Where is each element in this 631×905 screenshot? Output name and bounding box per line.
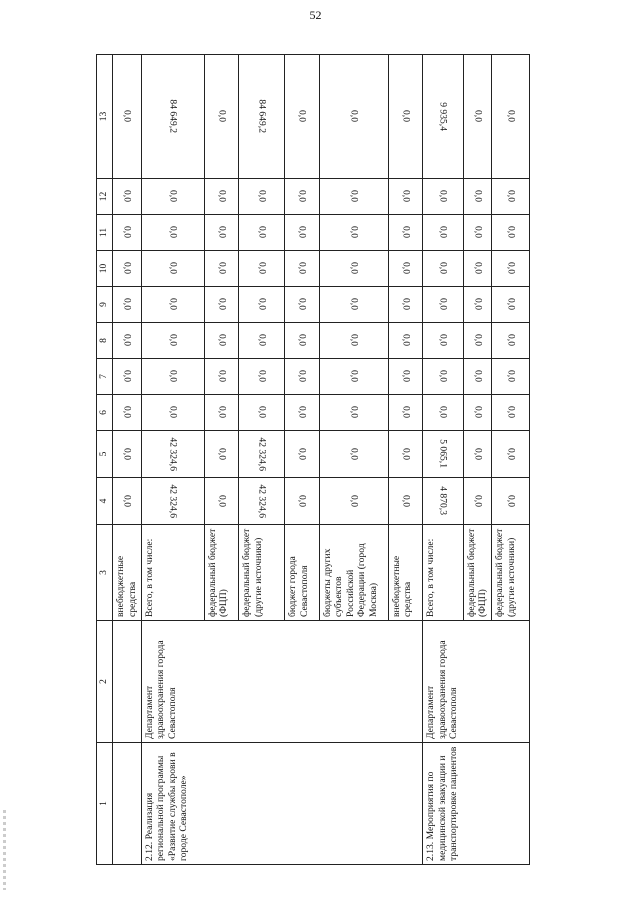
value-cell: 0,0	[204, 323, 239, 359]
executor-cell-empty	[113, 621, 141, 743]
value-cell: 0,0	[319, 55, 388, 179]
table-row	[423, 55, 464, 865]
funding-source: федеральный бюджет (другие источники)	[492, 525, 530, 621]
value-cell: 0,0	[204, 359, 239, 395]
value-cell: 0,0	[204, 179, 239, 215]
value-cell: 42 324,6	[239, 478, 285, 525]
value-cell: 0,0	[423, 287, 464, 323]
value-cell: 0,0	[239, 179, 285, 215]
measure-title: 2.12. Реализация региональной программы «Развитие службы крови в городе Севастополе»	[141, 743, 422, 865]
value-cell: 0,0	[141, 215, 204, 251]
value-cell: 0,0	[285, 395, 320, 431]
value-cell: 0,0	[492, 287, 530, 323]
col-header: 2	[97, 621, 113, 743]
value-cell: 0,0	[463, 287, 491, 323]
value-cell: 0,0	[204, 55, 239, 179]
col-header: 12	[97, 179, 113, 215]
value-cell: 0,0	[463, 251, 491, 287]
value-cell: 0,0	[113, 395, 141, 431]
value-cell: 0,0	[113, 359, 141, 395]
col-header: 13	[97, 55, 113, 179]
value-cell: 0,0	[113, 179, 141, 215]
value-cell: 0,0	[285, 359, 320, 395]
funding-source: бюджеты других субъектов Российской Федерации (город Москва)	[319, 525, 388, 621]
value-cell: 0,0	[319, 323, 388, 359]
funding-source: федеральный бюджет (ФЦП)	[463, 525, 491, 621]
col-header: 1	[97, 743, 113, 865]
value-cell: 0,0	[141, 395, 204, 431]
value-cell: 0,0	[492, 251, 530, 287]
value-cell: 0,0	[113, 251, 141, 287]
value-cell: 0,0	[423, 359, 464, 395]
value-cell: 0,0	[113, 478, 141, 525]
value-cell: 0,0	[141, 251, 204, 287]
value-cell: 0,0	[319, 431, 388, 478]
value-cell: 0,0	[388, 55, 423, 179]
value-cell: 0,0	[285, 323, 320, 359]
scan-edge-mark	[3, 810, 6, 890]
col-header: 4	[97, 478, 113, 525]
value-cell: 0,0	[388, 215, 423, 251]
value-cell: 0,0	[388, 323, 423, 359]
value-cell: 0,0	[492, 431, 530, 478]
col-header: 5	[97, 431, 113, 478]
value-cell: 0,0	[492, 395, 530, 431]
value-cell: 9 935,4	[423, 55, 464, 179]
value-cell: 0,0	[388, 179, 423, 215]
value-cell: 0,0	[319, 395, 388, 431]
table-row	[141, 55, 204, 865]
value-cell: 0,0	[204, 287, 239, 323]
value-cell: 0,0	[239, 395, 285, 431]
value-cell: 0,0	[141, 179, 204, 215]
value-cell: 0,0	[204, 395, 239, 431]
value-cell: 42 324,6	[141, 431, 204, 478]
value-cell: 0,0	[113, 55, 141, 179]
value-cell: 0,0	[141, 359, 204, 395]
value-cell: 0,0	[492, 359, 530, 395]
value-cell: 0,0	[239, 323, 285, 359]
value-cell: 0,0	[141, 287, 204, 323]
value-cell: 0,0	[423, 395, 464, 431]
value-cell: 0,0	[388, 431, 423, 478]
value-cell: 0,0	[388, 359, 423, 395]
value-cell: 0,0	[388, 251, 423, 287]
value-cell: 0,0	[388, 395, 423, 431]
value-cell: 0,0	[463, 478, 491, 525]
value-cell: 0,0	[463, 323, 491, 359]
value-cell: 0,0	[423, 179, 464, 215]
table-row	[113, 55, 141, 865]
value-cell: 0,0	[204, 431, 239, 478]
rotated-table-frame	[96, 55, 530, 865]
col-header: 3	[97, 525, 113, 621]
value-cell: 0,0	[141, 323, 204, 359]
value-cell: 0,0	[319, 179, 388, 215]
value-cell: 42 324,6	[141, 478, 204, 525]
value-cell: 0,0	[204, 251, 239, 287]
value-cell: 0,0	[113, 431, 141, 478]
executor: Департамент здравоохранения города Севастополя	[423, 621, 530, 743]
value-cell: 0,0	[239, 287, 285, 323]
value-cell: 84 649,2	[239, 55, 285, 179]
value-cell: 0,0	[285, 287, 320, 323]
value-cell: 0,0	[423, 215, 464, 251]
value-cell: 0,0	[113, 215, 141, 251]
table-sheet	[96, 55, 530, 865]
value-cell: 0,0	[204, 478, 239, 525]
col-header: 6	[97, 395, 113, 431]
value-cell: 0,0	[285, 251, 320, 287]
measure-cell-empty	[113, 743, 141, 865]
value-cell: 0,0	[463, 179, 491, 215]
value-cell: 0,0	[492, 215, 530, 251]
funding-source: Всего, в том числе:	[141, 525, 204, 621]
value-cell: 0,0	[492, 55, 530, 179]
measure-title: 2.13. Мероприятия по медицинской эвакуации и транспортировке пациентов	[423, 743, 530, 865]
col-header: 11	[97, 215, 113, 251]
value-cell: 0,0	[388, 478, 423, 525]
value-cell: 84 649,2	[141, 55, 204, 179]
value-cell: 0,0	[285, 179, 320, 215]
value-cell: 4 870,3	[423, 478, 464, 525]
value-cell: 0,0	[463, 55, 491, 179]
col-header: 9	[97, 287, 113, 323]
value-cell: 0,0	[204, 215, 239, 251]
value-cell: 0,0	[423, 323, 464, 359]
funding-source: бюджет города Севастополя	[285, 525, 320, 621]
budget-table	[96, 54, 530, 865]
funding-source: внебюджетные средства	[113, 525, 141, 621]
value-cell: 0,0	[239, 359, 285, 395]
funding-source: федеральный бюджет (другие источники)	[239, 525, 285, 621]
value-cell: 0,0	[319, 215, 388, 251]
value-cell: 0,0	[319, 251, 388, 287]
value-cell: 0,0	[423, 251, 464, 287]
value-cell: 5 065,1	[423, 431, 464, 478]
value-cell: 0,0	[388, 287, 423, 323]
value-cell: 0,0	[239, 251, 285, 287]
value-cell: 0,0	[463, 431, 491, 478]
value-cell: 0,0	[463, 215, 491, 251]
page-number: 52	[309, 8, 322, 22]
value-cell: 0,0	[239, 215, 285, 251]
value-cell: 42 324,6	[239, 431, 285, 478]
col-header: 10	[97, 251, 113, 287]
value-cell: 0,0	[319, 478, 388, 525]
executor: Департамент здравоохранения города Севастополя	[141, 621, 422, 743]
col-header: 7	[97, 359, 113, 395]
funding-source: Всего, в том числе:	[423, 525, 464, 621]
value-cell: 0,0	[492, 323, 530, 359]
value-cell: 0,0	[492, 478, 530, 525]
funding-source: внебюджетные средства	[388, 525, 423, 621]
value-cell: 0,0	[285, 431, 320, 478]
value-cell: 0,0	[113, 323, 141, 359]
value-cell: 0,0	[492, 179, 530, 215]
value-cell: 0,0	[113, 287, 141, 323]
funding-source: федеральный бюджет (ФЦП)	[204, 525, 239, 621]
value-cell: 0,0	[463, 359, 491, 395]
value-cell: 0,0	[319, 287, 388, 323]
value-cell: 0,0	[285, 55, 320, 179]
header-row	[97, 55, 113, 865]
value-cell: 0,0	[463, 395, 491, 431]
value-cell: 0,0	[319, 359, 388, 395]
value-cell: 0,0	[285, 215, 320, 251]
col-header: 8	[97, 323, 113, 359]
value-cell: 0,0	[285, 478, 320, 525]
